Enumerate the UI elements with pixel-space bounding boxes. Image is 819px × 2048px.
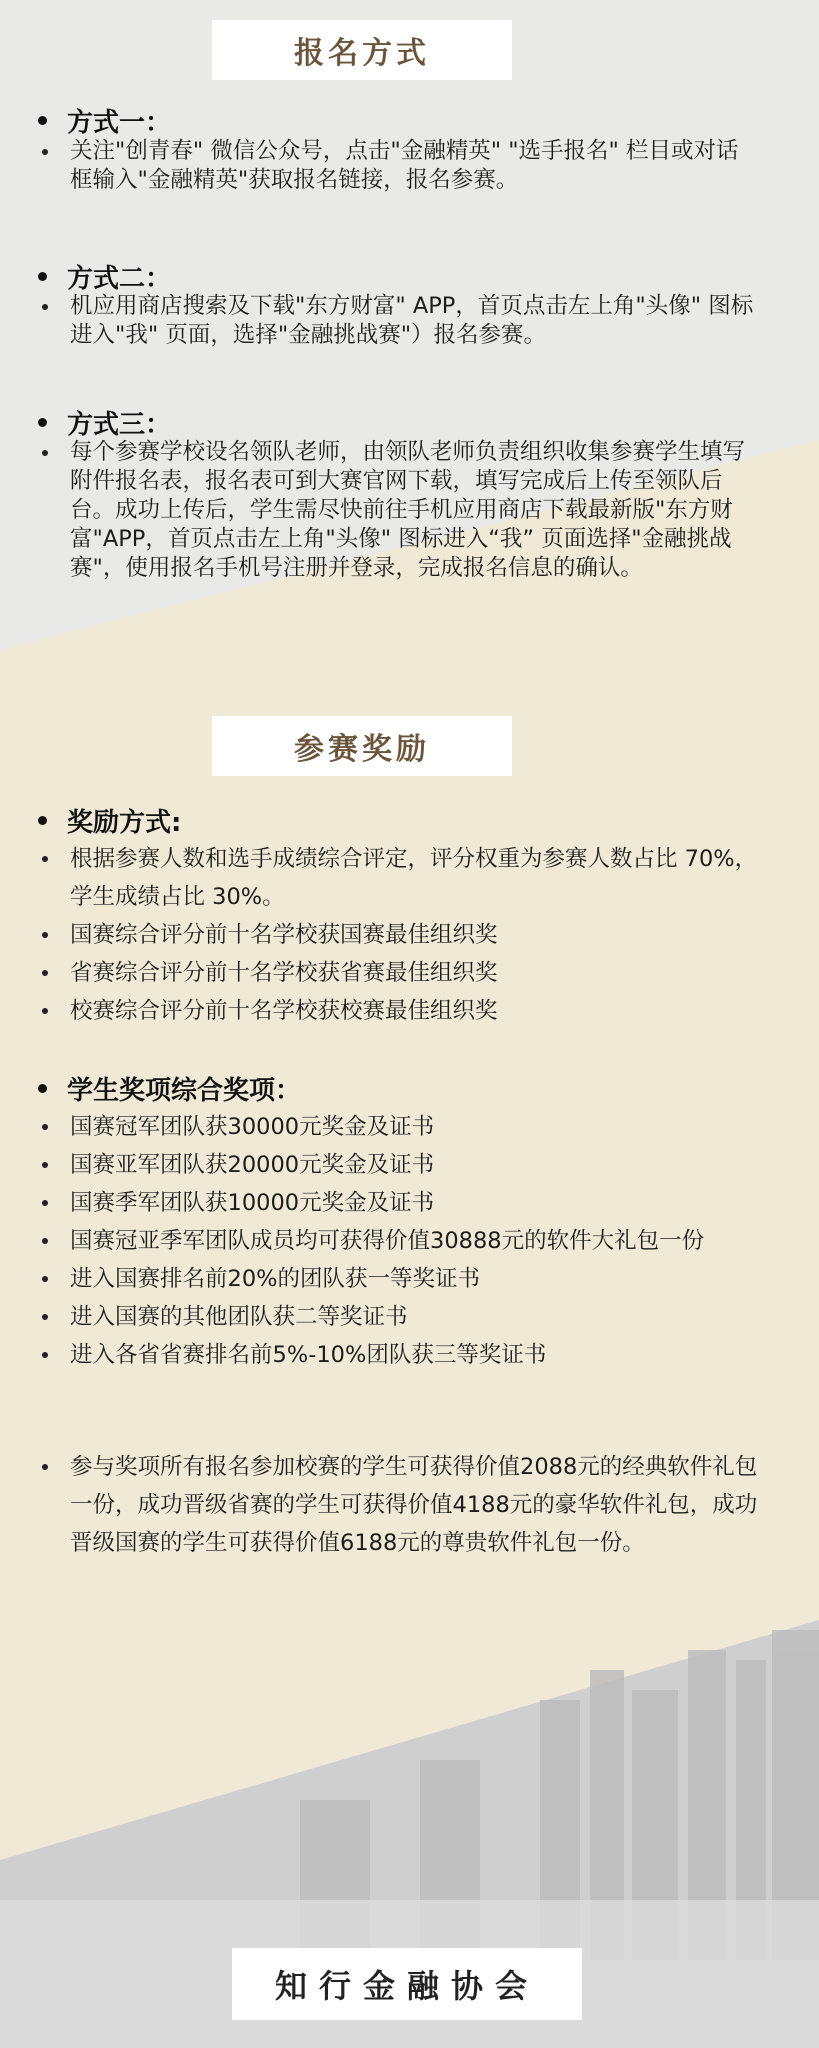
method-3-block bbox=[38, 438, 758, 583]
method-3-heading bbox=[38, 404, 171, 441]
list-item: 国赛亚军团队获20000元奖金及证书 bbox=[38, 1146, 758, 1184]
method-1-heading bbox=[38, 102, 171, 139]
list-item: 进入国赛的其他团队获二等奖证书 bbox=[38, 1298, 758, 1336]
bullet-icon bbox=[38, 272, 47, 281]
participation-block bbox=[38, 1448, 758, 1562]
method-2-block bbox=[38, 292, 758, 350]
bullet-icon bbox=[38, 418, 47, 427]
method-1-heading-text: 方式一： bbox=[67, 108, 172, 138]
method-2-heading bbox=[38, 258, 171, 295]
list-item: 国赛冠军团队获30000元奖金及证书 bbox=[38, 1108, 758, 1146]
award-method-list bbox=[38, 840, 758, 1030]
list-item: 国赛冠亚季军团队成员均可获得价值30888元的软件大礼包一份 bbox=[38, 1222, 758, 1260]
method-1-block bbox=[38, 137, 758, 195]
list-item: 校赛综合评分前十名学校获校赛最佳组织奖 bbox=[38, 992, 758, 1030]
participation-text: 参与奖项所有报名参加校赛的学生可获得价值2088元的经典软件礼包一份，成功晋级省赛的学生可获得价值4188元的豪华软件礼包，成功晋级国赛的学生可获得价值6188元的尊贵软件礼包一份。 bbox=[38, 1448, 758, 1562]
section-title-registration: 报名方式 bbox=[212, 20, 512, 80]
award-method-heading bbox=[38, 802, 181, 839]
section-title-awards: 参赛奖励 bbox=[212, 716, 512, 776]
list-item: 进入国赛排名前20%的团队获一等奖证书 bbox=[38, 1260, 758, 1298]
method-3-text: 每个参赛学校设名领队老师，由领队老师负责组织收集参赛学生填写附件报名表，报名表可到大赛官网下载，填写完成后上传至领队后台。成功上传后，学生需尽快前往手机应用商店下载最新版"东方财富"APP，首页点击左上角"头像" 图标进入“我” 页面选择"金融挑战赛"，使用报名手机号注册并登录，完成报名信息的确认。 bbox=[38, 438, 758, 583]
method-1-text: 关注"创青春" 微信公众号，点击"金融精英" "选手报名" 栏目或对话框输入"金融精英"获取报名链接，报名参赛。 bbox=[38, 137, 758, 195]
student-awards-list bbox=[38, 1108, 758, 1374]
method-3-heading-text: 方式三： bbox=[67, 410, 172, 440]
student-awards-heading bbox=[38, 1070, 301, 1107]
footer-organization: 知行金融协会 bbox=[232, 1948, 582, 2020]
bullet-icon bbox=[38, 816, 47, 825]
list-item: 省赛综合评分前十名学校获省赛最佳组织奖 bbox=[38, 954, 758, 992]
list-item: 根据参赛人数和选手成绩综合评定，评分权重为参赛人数占比 70%，学生成绩占比 30%。 bbox=[38, 840, 758, 916]
student-awards-heading-text: 学生奖项综合奖项： bbox=[67, 1076, 302, 1106]
list-item: 国赛季军团队获10000元奖金及证书 bbox=[38, 1184, 758, 1222]
award-method-heading-text: 奖励方式: bbox=[67, 808, 182, 838]
bullet-icon bbox=[38, 116, 47, 125]
list-item: 国赛综合评分前十名学校获国赛最佳组织奖 bbox=[38, 916, 758, 954]
method-2-heading-text: 方式二： bbox=[67, 264, 172, 294]
bullet-icon bbox=[38, 1084, 47, 1093]
method-2-text: 机应用商店搜索及下载"东方财富" APP，首页点击左上角"头像" 图标进入"我" 页面，选择"金融挑战赛"）报名参赛。 bbox=[38, 292, 758, 350]
list-item: 进入各省省赛排名前5%-10%团队获三等奖证书 bbox=[38, 1336, 758, 1374]
